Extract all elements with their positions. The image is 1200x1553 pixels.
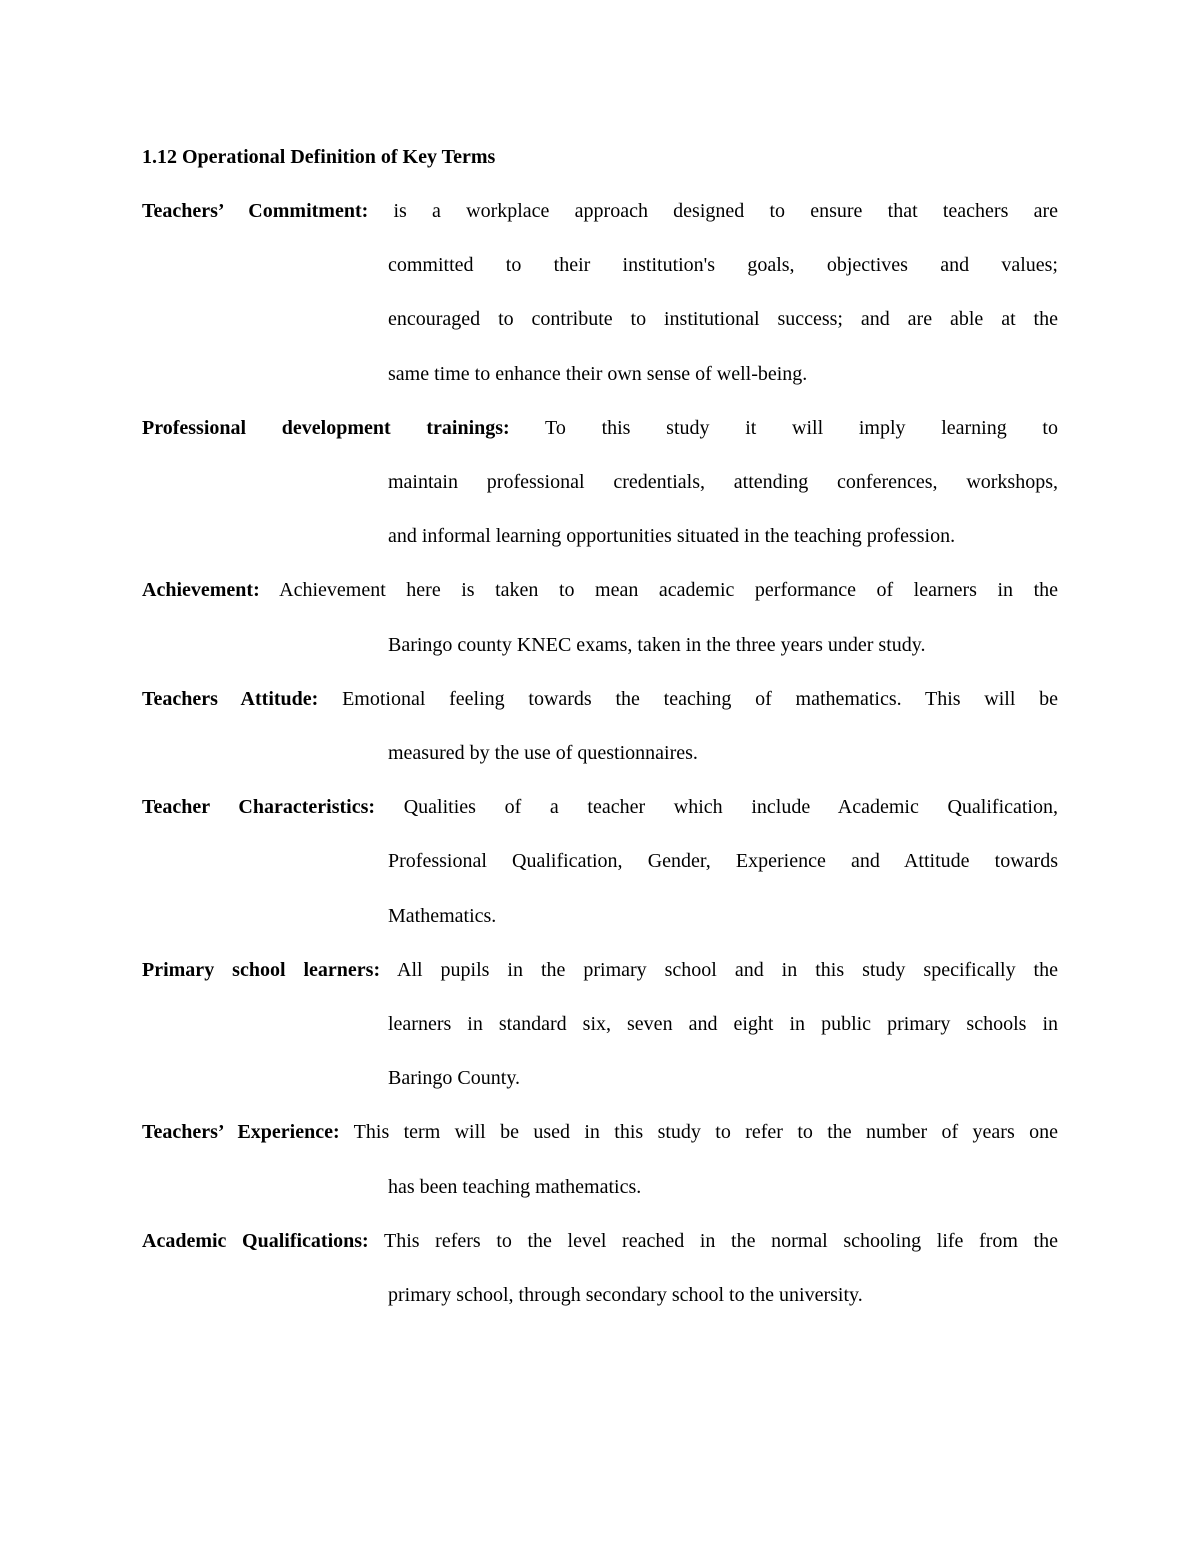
definition-term: Academic Qualifications: <box>142 1229 369 1252</box>
definition-continuation-line: encouraged to contribute to institutional success; and are able at the <box>388 308 1058 331</box>
definition-entry <box>142 672 1058 780</box>
definition-first-line <box>142 943 1058 997</box>
definition-entry <box>142 780 1058 943</box>
definition-text: This term will be used in this study to refer to the number of years one <box>339 1121 1058 1144</box>
definition-continuation-line: primary school, through secondary school to the university. <box>388 1284 863 1307</box>
definition-text: Emotional feeling towards the teaching of mathematics. This will be <box>318 687 1059 710</box>
definition-text: is a workplace approach designed to ensure that teachers are <box>368 200 1058 222</box>
definition-first-line <box>142 780 1058 834</box>
definition-entry <box>142 184 1058 401</box>
definition-text: Qualities of a teacher which include Academic Qualification, <box>375 796 1058 819</box>
definition-text: To this study it will imply learning to <box>509 416 1058 439</box>
definition-continuation-line: measured by the use of questionnaires. <box>388 742 698 765</box>
definition-continuation-line: Baringo county KNEC exams, taken in the three years under study. <box>388 633 926 656</box>
document-page <box>142 130 1058 1322</box>
definition-term: Professional development trainings: <box>142 416 510 439</box>
definition-entry <box>142 1105 1058 1213</box>
definition-entry <box>142 1214 1058 1322</box>
definition-term: Achievement: <box>142 579 260 602</box>
definition-term: Teachers’ Experience: <box>142 1121 340 1144</box>
definition-continuation-line: Mathematics. <box>388 904 497 927</box>
definition-continuation-line: and informal learning opportunities situated in the teaching profession. <box>388 525 956 548</box>
definition-continuation-line: Baringo County. <box>388 1067 521 1090</box>
definition-continuation-line: maintain professional credentials, attending conferences, workshops, <box>388 471 1058 494</box>
definition-continuation-line: same time to enhance their own sense of well-being. <box>388 362 808 385</box>
definition-term: Teachers’ Commitment: <box>142 200 369 222</box>
definition-first-line <box>142 1214 1058 1268</box>
definition-first-line <box>142 672 1058 726</box>
definition-continuation-line: has been teaching mathematics. <box>388 1175 642 1198</box>
definition-term: Teachers Attitude: <box>142 687 319 710</box>
definition-first-line <box>142 184 1058 238</box>
definition-term: Teacher Characteristics: <box>142 796 376 819</box>
definition-term: Primary school learners: <box>142 958 381 981</box>
definition-continuation-line: Professional Qualification, Gender, Experience and Attitude towards <box>388 850 1058 873</box>
definition-continuation-line: committed to their institution's goals, objectives and values; <box>388 254 1058 277</box>
definition-text: Achievement here is taken to mean academic performance of learners in the <box>259 579 1058 602</box>
definition-entry <box>142 563 1058 671</box>
definition-first-line <box>142 1105 1058 1159</box>
definition-text: This refers to the level reached in the normal schooling life from the <box>368 1229 1058 1252</box>
definition-first-line <box>142 401 1058 455</box>
definition-entry <box>142 943 1058 1106</box>
definition-continuation-line: learners in standard six, seven and eight in public primary schools in <box>388 1013 1058 1036</box>
definition-first-line <box>142 563 1058 617</box>
definition-entry <box>142 401 1058 564</box>
section-heading: 1.12 Operational Definition of Key Terms <box>142 146 496 168</box>
definitions-list <box>142 184 1058 1322</box>
definition-text: All pupils in the primary school and in this study specifically the <box>380 958 1058 981</box>
